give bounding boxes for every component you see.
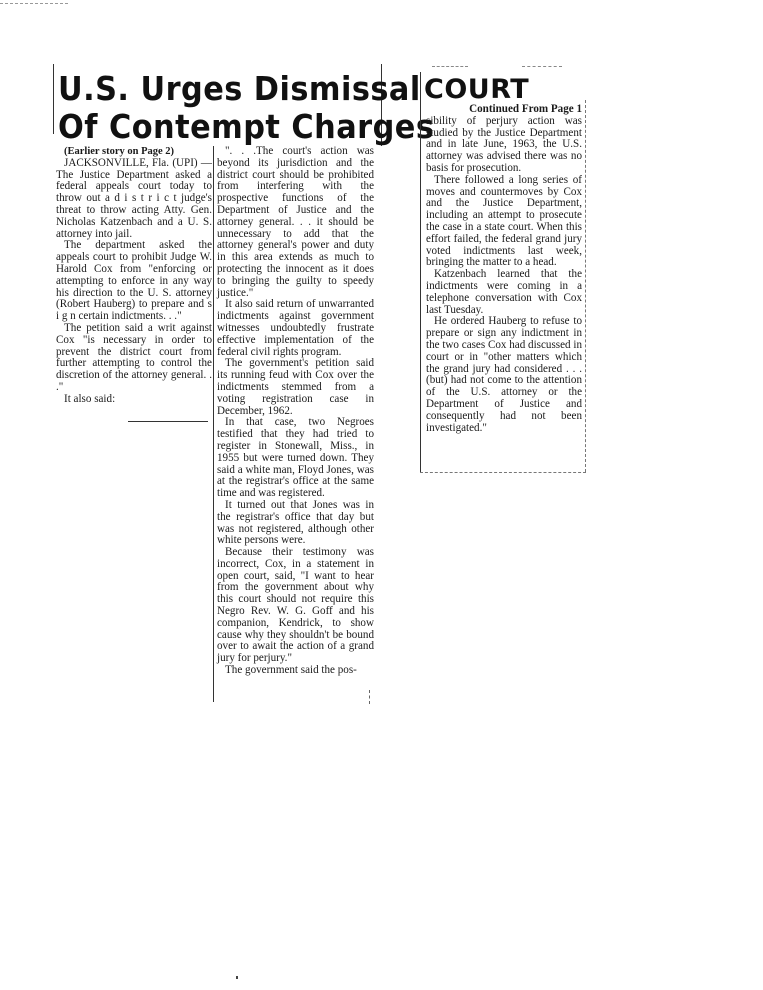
paragraph: It also said:: [64, 392, 116, 405]
clipping-border-left: [53, 64, 54, 134]
paragraph: Katzenbach learned that the indictments were coming in a telephone conversation with Cox last Tuesday.: [426, 268, 582, 316]
article-column-2: [217, 146, 374, 677]
paragraph: sibility of perjury action was studied by the Justice Department and in late June, 1963, the U.S. attorney was advised there was no basis for prosecution.: [426, 114, 582, 174]
paragraph: In that case, two Negroes testified that they had tried to register in Stonewall, Miss., in 1955 but were turned down. They said a white man, Floyd Jones, was at the registrar's office at the same time and was registered.: [217, 416, 374, 500]
continuation-column: [426, 104, 582, 434]
cut-edge-top: [522, 66, 562, 67]
paragraph: There followed a long series of moves and countermoves by Cox and the Justice Department, including an attempt to prosecute the case in a state court. When this effort failed, the federal grand jury voted indictments last week, bringing the matter to a head.: [426, 173, 582, 269]
paragraph: Because their testimony was incorrect, Cox, in a statement in open court, said, "I want to hear from the government about why this court should not require this Negro Rev. W. G. Goff and his companion, Kendrick, to show cause why they shouldn't be bound over to await the action of a grand jury for perjury.": [217, 546, 374, 665]
continuation-title: COURT: [424, 74, 530, 105]
paragraph: It also said return of unwarranted indictments against government witnesses undoubtedly frustrate effective implementation of the federal civil rights program.: [217, 298, 374, 358]
cut-edge-bottom: [420, 472, 586, 473]
paragraph: JACKSONVILLE, Fla. (UPI) —The Justice Department asked a federal appeals court today to throw out a d i s t r i c t judge's threat to throw acting Atty. Gen. Nicholas Katzenbach and a U. S. attorney into jail.: [56, 156, 212, 240]
headline-line-1: U.S. Urges Dismissal: [58, 69, 421, 108]
clipping-border-left: [420, 72, 421, 472]
paragraph: ". . .The court's action was beyond its jurisdiction and the district court should be prohibited from interfering with the prospective functions of the Department of Justice and the attorney general. . . it should be unnecessary to add that the attorney general's power and duty in this area extends as much to protecting the innocent as it does to bringing the guilty to speedy justice.": [217, 145, 374, 299]
paragraph: The government said the pos-: [225, 664, 357, 677]
column-divider: [213, 146, 214, 702]
paragraph: The department asked the appeals court to prohibit Judge W. Harold Cox from "enforcing or attempting to enforce in any way his direction to the U. S. attorney (Robert Hauberg) to prepare and s i g n certain indictments. . .": [56, 239, 212, 323]
column-end-rule: [128, 421, 208, 422]
scan-speck: [236, 976, 238, 979]
article-column-1: [56, 146, 212, 406]
continued-from-note: Continued From Page 1: [469, 103, 582, 115]
paragraph: He ordered Hauberg to refuse to prepare or sign any indictment in the two cases Cox had discussed in court or in "other matters which the grand jury had considered . . . (but) had not come to the attention of the U.S. attorney or the Department of Justice and consequently had not been investigated.": [426, 315, 582, 434]
headline-line-2: Of Contempt Charges: [58, 107, 435, 146]
clipping-border-right: [585, 100, 586, 472]
earlier-story-note: (Earlier story on Page 2): [64, 146, 175, 157]
paragraph: It turned out that Jones was in the registrar's office that day but was not registered, although other white persons were.: [217, 498, 374, 547]
scan-edge-mark: [0, 3, 68, 4]
cut-edge: [369, 690, 370, 704]
paragraph: The government's petition said its running feud with Cox over the indictments stemmed from a voting registration case in December, 1962.: [217, 357, 374, 417]
headline: [58, 69, 435, 146]
cut-edge-top: [432, 66, 468, 67]
paragraph: The petition said a writ against Cox "is necessary in order to prevent the district court from further attempting to control the discretion of the attorney general. . .": [56, 321, 212, 393]
